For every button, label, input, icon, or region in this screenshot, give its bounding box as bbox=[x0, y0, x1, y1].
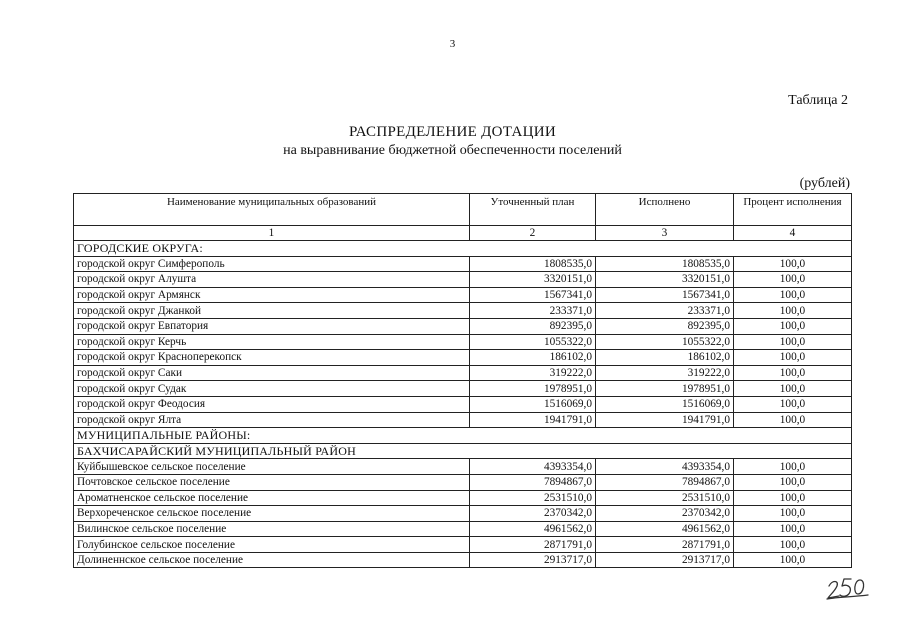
plan-value: 2913717,0 bbox=[470, 552, 596, 568]
percent-value: 100,0 bbox=[734, 303, 852, 319]
table-header-row bbox=[74, 194, 852, 226]
document-title: РАСПРЕДЕЛЕНИЕ ДОТАЦИИ bbox=[348, 124, 557, 140]
executed-value: 1567341,0 bbox=[596, 287, 734, 303]
table-row bbox=[74, 412, 852, 428]
percent-value: 100,0 bbox=[734, 334, 852, 350]
executed-value: 1516069,0 bbox=[596, 396, 734, 412]
table-row bbox=[74, 318, 852, 334]
municipality-name: Долиненнское сельское поселение bbox=[74, 552, 470, 568]
table-row bbox=[74, 381, 852, 397]
municipality-name: Куйбышевское сельское поселение bbox=[74, 459, 470, 475]
plan-value: 892395,0 bbox=[470, 318, 596, 334]
municipality-name: городской округ Ялта bbox=[74, 412, 470, 428]
plan-value: 319222,0 bbox=[470, 365, 596, 381]
table-row bbox=[74, 350, 852, 366]
plan-value: 1808535,0 bbox=[470, 256, 596, 272]
executed-value: 1941791,0 bbox=[596, 412, 734, 428]
percent-value: 100,0 bbox=[734, 521, 852, 537]
document-subtitle: на выравнивание бюджетной обеспеченности поселений bbox=[283, 143, 622, 158]
table-row bbox=[74, 365, 852, 381]
plan-value: 1055322,0 bbox=[470, 334, 596, 350]
percent-value: 100,0 bbox=[734, 537, 852, 553]
table-row bbox=[74, 490, 852, 506]
percent-value: 100,0 bbox=[734, 396, 852, 412]
executed-value: 2913717,0 bbox=[596, 552, 734, 568]
column-header-percent: Процент исполнения bbox=[734, 194, 852, 226]
plan-value: 2370342,0 bbox=[470, 506, 596, 522]
percent-value: 100,0 bbox=[734, 381, 852, 397]
municipality-name: Ароматненское сельское поселение bbox=[74, 490, 470, 506]
percent-value: 100,0 bbox=[734, 318, 852, 334]
executed-value: 319222,0 bbox=[596, 365, 734, 381]
executed-value: 2370342,0 bbox=[596, 506, 734, 522]
plan-value: 1567341,0 bbox=[470, 287, 596, 303]
column-number-row bbox=[74, 226, 852, 241]
plan-value: 4961562,0 bbox=[470, 521, 596, 537]
plan-value: 186102,0 bbox=[470, 350, 596, 366]
column-header-plan: Уточненный план bbox=[470, 194, 596, 226]
plan-value: 233371,0 bbox=[470, 303, 596, 319]
executed-value: 1808535,0 bbox=[596, 256, 734, 272]
units-label: (рублей) bbox=[799, 176, 850, 191]
handwritten-page-number bbox=[826, 574, 870, 600]
table-row bbox=[74, 506, 852, 522]
plan-value: 7894867,0 bbox=[470, 474, 596, 490]
percent-value: 100,0 bbox=[734, 365, 852, 381]
table-row bbox=[74, 256, 852, 272]
municipality-name: городской округ Симферополь bbox=[74, 256, 470, 272]
table-row bbox=[74, 521, 852, 537]
municipality-name: городской округ Саки bbox=[74, 365, 470, 381]
table-label: Таблица 2 bbox=[788, 93, 848, 108]
plan-value: 3320151,0 bbox=[470, 272, 596, 288]
table-row bbox=[74, 537, 852, 553]
column-header-name: Наименование муниципальных образований bbox=[74, 194, 470, 226]
executed-value: 2871791,0 bbox=[596, 537, 734, 553]
municipality-name: Верхореченское сельское поселение bbox=[74, 506, 470, 522]
percent-value: 100,0 bbox=[734, 350, 852, 366]
column-header-executed: Исполнено bbox=[596, 194, 734, 226]
section-row bbox=[74, 241, 852, 257]
executed-value: 233371,0 bbox=[596, 303, 734, 319]
column-number: 4 bbox=[734, 226, 852, 241]
municipality-name: Вилинское сельское поселение bbox=[74, 521, 470, 537]
executed-value: 7894867,0 bbox=[596, 474, 734, 490]
percent-value: 100,0 bbox=[734, 552, 852, 568]
plan-value: 2871791,0 bbox=[470, 537, 596, 553]
plan-value: 4393354,0 bbox=[470, 459, 596, 475]
executed-value: 2531510,0 bbox=[596, 490, 734, 506]
table-row bbox=[74, 272, 852, 288]
executed-value: 4961562,0 bbox=[596, 521, 734, 537]
municipality-name: городской округ Армянск bbox=[74, 287, 470, 303]
municipality-name: городской округ Евпатория bbox=[74, 318, 470, 334]
plan-value: 1978951,0 bbox=[470, 381, 596, 397]
plan-value: 1516069,0 bbox=[470, 396, 596, 412]
percent-value: 100,0 bbox=[734, 506, 852, 522]
executed-value: 1055322,0 bbox=[596, 334, 734, 350]
table-row bbox=[74, 287, 852, 303]
executed-value: 186102,0 bbox=[596, 350, 734, 366]
table-row bbox=[74, 552, 852, 568]
percent-value: 100,0 bbox=[734, 256, 852, 272]
section-row bbox=[74, 428, 852, 444]
percent-value: 100,0 bbox=[734, 287, 852, 303]
municipality-name: городской округ Керчь bbox=[74, 334, 470, 350]
section-label: ГОРОДСКИЕ ОКРУГА: bbox=[74, 241, 852, 257]
municipality-name: Почтовское сельское поселение bbox=[74, 474, 470, 490]
executed-value: 4393354,0 bbox=[596, 459, 734, 475]
percent-value: 100,0 bbox=[734, 459, 852, 475]
percent-value: 100,0 bbox=[734, 490, 852, 506]
column-number: 2 bbox=[470, 226, 596, 241]
municipality-name: городской округ Алушта bbox=[74, 272, 470, 288]
budget-table bbox=[73, 193, 852, 568]
section-label: МУНИЦИПАЛЬНЫЕ РАЙОНЫ: bbox=[74, 428, 852, 444]
plan-value: 2531510,0 bbox=[470, 490, 596, 506]
section-row bbox=[74, 443, 852, 459]
executed-value: 1978951,0 bbox=[596, 381, 734, 397]
section-label: БАХЧИСАРАЙСКИЙ МУНИЦИПАЛЬНЫЙ РАЙОН bbox=[74, 443, 852, 459]
table-row bbox=[74, 334, 852, 350]
table-row bbox=[74, 474, 852, 490]
table-row bbox=[74, 396, 852, 412]
plan-value: 1941791,0 bbox=[470, 412, 596, 428]
percent-value: 100,0 bbox=[734, 412, 852, 428]
municipality-name: городской округ Феодосия bbox=[74, 396, 470, 412]
percent-value: 100,0 bbox=[734, 272, 852, 288]
table-row bbox=[74, 303, 852, 319]
table-row bbox=[74, 459, 852, 475]
municipality-name: Голубинское сельское поселение bbox=[74, 537, 470, 553]
municipality-name: городской округ Красноперекопск bbox=[74, 350, 470, 366]
municipality-name: городской округ Судак bbox=[74, 381, 470, 397]
percent-value: 100,0 bbox=[734, 474, 852, 490]
column-number: 3 bbox=[596, 226, 734, 241]
executed-value: 892395,0 bbox=[596, 318, 734, 334]
column-number: 1 bbox=[74, 226, 470, 241]
page-number: 3 bbox=[449, 38, 456, 50]
municipality-name: городской округ Джанкой bbox=[74, 303, 470, 319]
executed-value: 3320151,0 bbox=[596, 272, 734, 288]
